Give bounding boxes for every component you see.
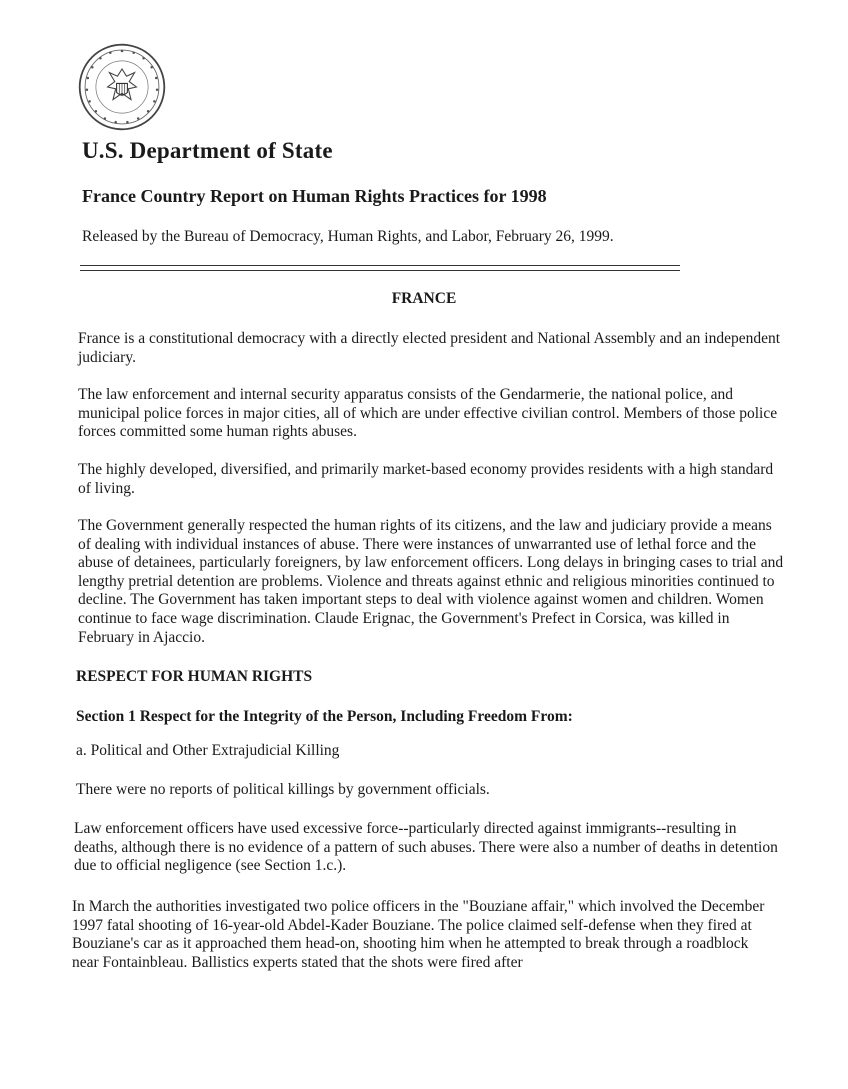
release-line: Released by the Bureau of Democracy, Human Rights, and Labor, February 26, 1999. [82,228,614,245]
country-heading: FRANCE [391,290,457,307]
section-heading: RESPECT FOR HUMAN RIGHTS [76,668,313,685]
divider-line [80,265,680,266]
department-title: U.S. Department of State [82,138,333,163]
subsection-heading: a. Political and Other Extrajudicial Killing [76,742,340,759]
section-1-heading: Section 1 Respect for the Integrity of the Person, Including Freedom From: [76,708,573,725]
intro-paragraph: The law enforcement and internal security apparatus consists of the Gendarmerie, the national police, and municipal police forces in major cities, all of which are under effective civilian control. Members of those police forces committed some human rights abuses. [78,386,778,441]
divider-line [80,270,680,271]
intro-paragraph: The Government generally respected the human rights of its citizens, and the law and judiciary provide a means of dealing with individual instances of abuse. There were instances of unwarranted use of lethal force and the abuse of detainees, particularly foreigners, by law enforcement officers. Long delays in bringing cases to trial and lengthy pretrial detention are problems. Violence and threats against ethnic and religious minorities continued to decline. The Government has taken important steps to deal with violence against women and children. Women continue to face wage discrimination. Claude Erignac, the Government's Prefect in Corsica, was killed in February in Ajaccio. [78,517,784,646]
body-paragraph: In March the authorities investigated two police officers in the "Bouziane affair," which involved the December 1997 fatal shooting of 16-year-old Abdel-Kader Bouziane. The police claimed self-defense when they fired at Bouziane's car as it approached them head-on, shooting him when he attempted to break through a roadblock near Fontainbleau. Ballistics experts stated that the shots were fired after [72,898,765,971]
intro-paragraph: France is a constitutional democracy with a directly elected president and National Assembly and an independent judiciary. [78,330,781,366]
report-title: France Country Report on Human Rights Practices for 1998 [82,186,547,206]
department-of-state-seal-icon [77,42,167,132]
body-paragraph: Law enforcement officers have used excessive force--particularly directed against immigrants--resulting in deaths, although there is no evidence of a pattern of such abuses. There were also a number of deaths in detention due to official negligence (see Section 1.c.). [74,820,778,875]
intro-paragraph: The highly developed, diversified, and primarily market-based economy provides residents with a high standard of living. [78,461,774,497]
body-paragraph: There were no reports of political killings by government officials. [76,781,490,798]
